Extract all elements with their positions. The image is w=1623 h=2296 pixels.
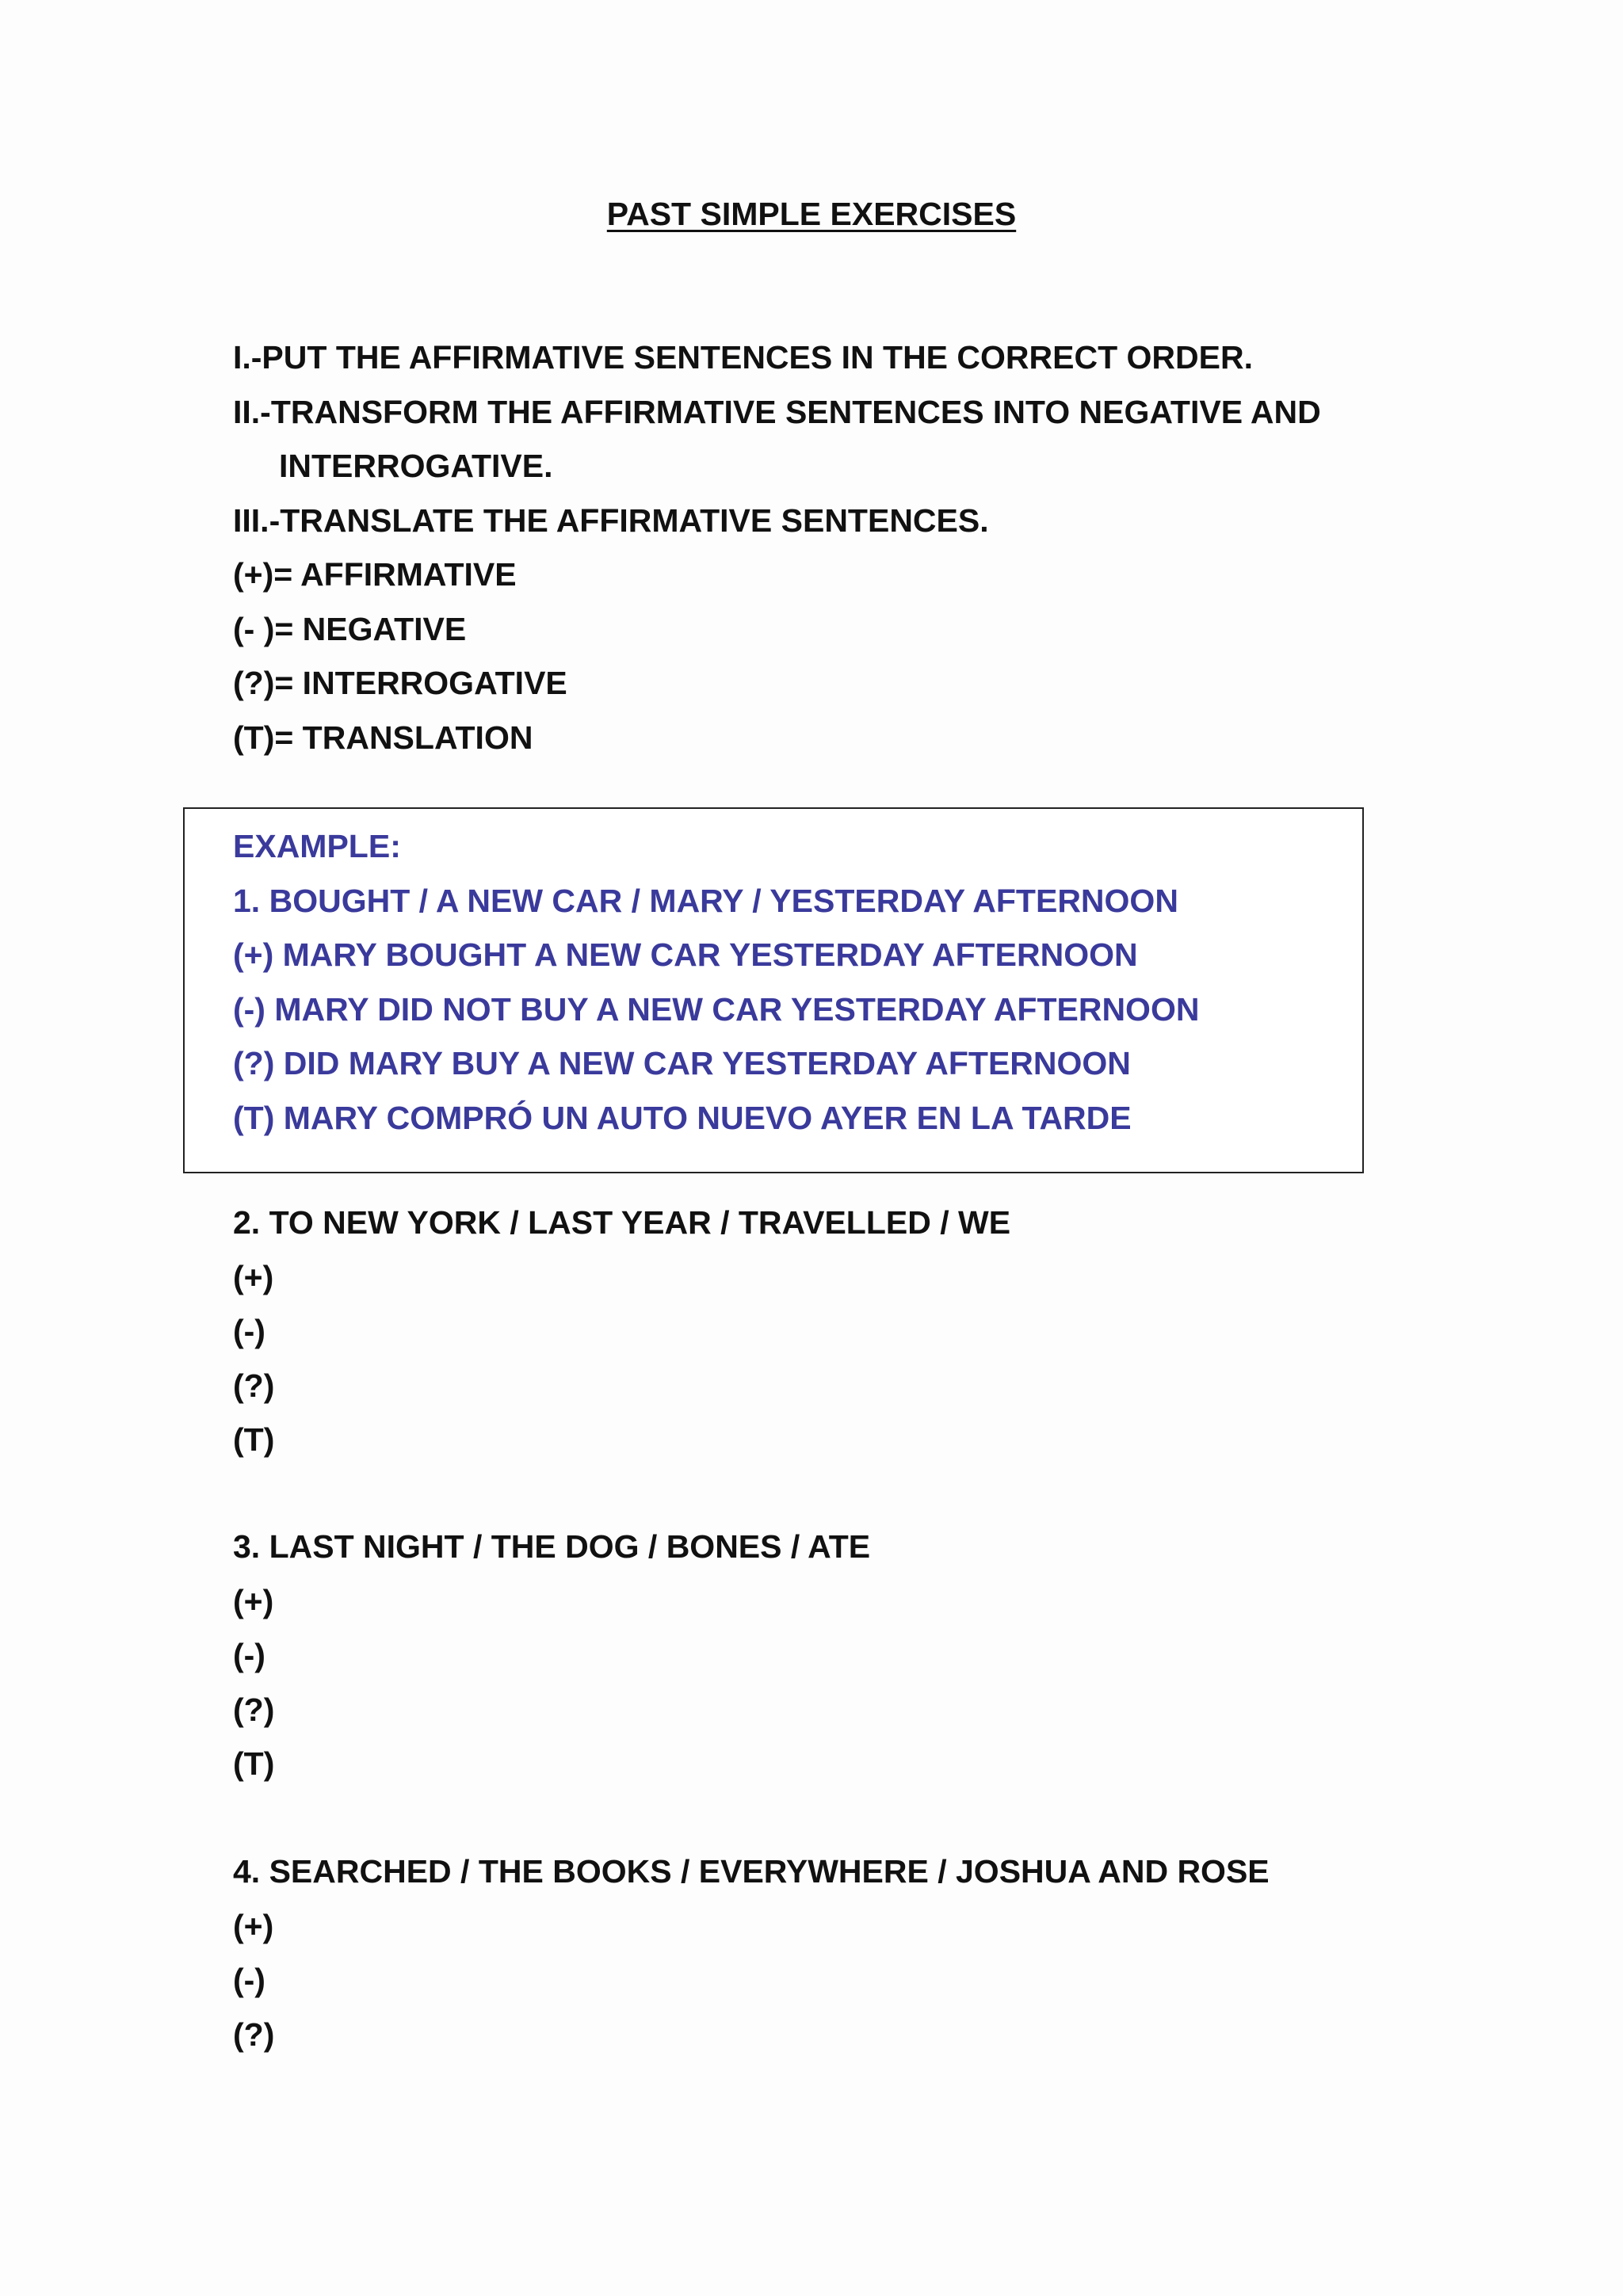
exercise-2 (233, 1201, 1580, 1473)
instructions-section (233, 336, 1612, 770)
example-prompt: 1. BOUGHT / A NEW CAR / MARY / YESTERDAY AFTERNOON (233, 882, 1178, 919)
example-translation: (T) MARY COMPRÓ UN AUTO NUEVO AYER EN LA TARDE (233, 1099, 1132, 1136)
example-affirmative: (+) MARY BOUGHT A NEW CAR YESTERDAY AFTERNOON (233, 936, 1138, 973)
example-heading: EXAMPLE: (233, 828, 401, 864)
legend-negative: (- )= NEGATIVE (233, 610, 467, 647)
exercise-3 (233, 1525, 1580, 1797)
exercise-prompt: 2. TO NEW YORK / LAST YEAR / TRAVELLED / WE (233, 1204, 1011, 1241)
negative-marker: (-) (233, 1313, 265, 1349)
exercise-prompt: 3. LAST NIGHT / THE DOG / BONES / ATE (233, 1528, 871, 1565)
affirmative-marker: (+) (233, 1907, 274, 1944)
page-title: PAST SIMPLE EXERCISES (606, 196, 1017, 232)
interrogative-marker: (?) (233, 2016, 275, 2053)
affirmative-marker: (+) (233, 1582, 274, 1619)
legend-affirmative: (+)= AFFIRMATIVE (233, 556, 517, 593)
example-content (233, 825, 1358, 1150)
example-interrogative: (?) DID MARY BUY A NEW CAR YESTERDAY AFTERNOON (233, 1045, 1131, 1081)
instruction-3: III.-TRANSLATE THE AFFIRMATIVE SENTENCES. (233, 502, 989, 539)
translation-marker: (T) (233, 1421, 275, 1458)
interrogative-marker: (?) (233, 1691, 275, 1728)
negative-marker: (-) (233, 1637, 265, 1673)
exercise-prompt: 4. SEARCHED / THE BOOKS / EVERYWHERE / JOSHUA AND ROSE (233, 1853, 1270, 1890)
translation-marker: (T) (233, 1745, 275, 1782)
legend-interrogative: (?)= INTERROGATIVE (233, 665, 567, 701)
legend-translation: (T)= TRANSLATION (233, 719, 533, 756)
interrogative-marker: (?) (233, 1367, 275, 1404)
instruction-1: I.-PUT THE AFFIRMATIVE SENTENCES IN THE CORRECT ORDER. (233, 339, 1253, 376)
affirmative-marker: (+) (233, 1258, 274, 1295)
instruction-2-continued: INTERROGATIVE. (279, 448, 553, 484)
exercise-4 (233, 1850, 1580, 2067)
example-negative: (-) MARY DID NOT BUY A NEW CAR YESTERDAY AFTERNOON (233, 990, 1200, 1028)
negative-marker: (-) (233, 1962, 265, 1998)
instruction-2: II.-TRANSFORM THE AFFIRMATIVE SENTENCES INTO NEGATIVE AND (233, 393, 1321, 430)
